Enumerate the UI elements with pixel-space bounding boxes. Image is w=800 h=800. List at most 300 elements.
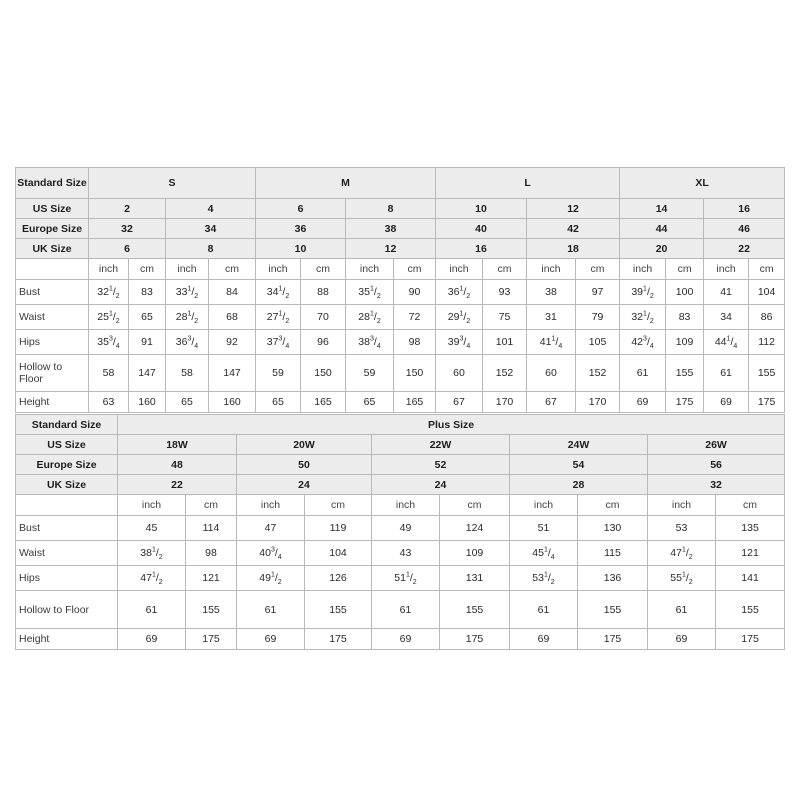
unit-row-blank [16,495,118,516]
standard-size-chart [15,167,785,413]
unit-cm-label: cm [129,259,166,280]
unit-inch-label: inch [237,495,305,516]
measurement-inch-cell: 58 [89,355,129,392]
measurement-inch-cell: $36^3/_4$ [166,330,209,355]
measurement-inch-cell: $45^1/_4$ [510,541,578,566]
fraction-denominator: 4 [550,554,555,562]
europe-size-row [16,219,785,239]
measurement-cm-cell: 135 [716,516,785,541]
measurement-cm-cell: 104 [749,280,785,305]
measurement-cm-cell: 121 [716,541,785,566]
fraction-numerator: 1 [543,571,548,579]
us-size-cell: 8 [346,199,436,219]
measurement-cm-cell: 121 [186,566,237,591]
measurement-inch-cell: $41^1/_4$ [527,330,576,355]
fraction-numerator: 1 [108,310,113,318]
measurement-row-hollow-to-floor [16,591,785,629]
measurement-cm-cell: 126 [305,566,372,591]
measurement-cm-cell: 155 [440,591,510,629]
fraction-denominator: 2 [466,293,471,301]
fraction-numerator: 1 [108,285,113,293]
measurement-inch-cell: 65 [166,392,209,413]
fraction-numerator: 1 [681,571,686,579]
us-size-label: US Size [16,199,89,219]
measurement-cm-cell: 175 [716,629,785,650]
fraction-denominator: 2 [466,318,471,326]
uk-size-cell: 18 [527,239,620,259]
fraction-numerator: 1 [643,310,647,318]
measurement-inch-cell: 61 [510,591,578,629]
measurement-inch-cell: 65 [346,392,394,413]
measurement-row-bust [16,280,785,305]
measurement-cm-cell: 124 [440,516,510,541]
us-size-cell: 22W [372,435,510,455]
measurement-inch-cell: $53^1/_2$ [510,566,578,591]
us-size-cell: 6 [256,199,346,219]
fraction-numerator: 1 [643,285,647,293]
uk-size-cell: 6 [89,239,166,259]
uk-size-cell: 22 [704,239,785,259]
unit-cm-label: cm [394,259,436,280]
plus-uk-size-row [16,475,785,495]
fraction-denominator: 4 [376,343,381,351]
fraction-numerator: 3 [459,335,464,343]
measurement-cm-cell: 101 [483,330,527,355]
europe-size-cell: 56 [648,455,785,475]
whole-number: 51 [394,572,406,584]
measurement-label: Waist [16,541,118,566]
measurement-inch-cell: $42^3/_4$ [620,330,666,355]
plus-standard-size-corner: Standard Size [16,415,118,435]
unit-cm-label: cm [209,259,256,280]
unit-cm-label: cm [749,259,785,280]
fraction-numerator: 1 [459,310,464,318]
whole-number: 47 [670,547,682,559]
fraction-numerator: 3 [278,335,283,343]
whole-number: 36 [447,286,460,298]
measurement-inch-cell: 69 [510,629,578,650]
measurement-cm-cell: 165 [301,392,346,413]
fraction-numerator: 1 [459,285,464,293]
measurement-label: Hollow to Floor [16,591,118,629]
measurement-cm-cell: 155 [749,355,785,392]
uk-size-cell: 24 [237,475,372,495]
uk-size-cell: 10 [256,239,346,259]
measurement-inch-cell: 34 [704,305,749,330]
measurement-cm-cell: 150 [301,355,346,392]
measurement-row-bust [16,516,785,541]
measurement-cm-cell: 170 [576,392,620,413]
measurement-inch-cell: 51 [510,516,578,541]
fraction-numerator: 1 [278,285,283,293]
measurement-cm-cell: 114 [186,516,237,541]
europe-size-cell: 42 [527,219,620,239]
whole-number: 53 [532,572,544,584]
measurement-inch-cell: $38^3/_4$ [346,330,394,355]
whole-number: 28 [358,311,370,323]
uk-size-cell: 22 [118,475,237,495]
fraction-numerator: 1 [278,310,283,318]
unit-cm-label: cm [301,259,346,280]
measurement-cm-cell: 68 [209,305,256,330]
uk-size-cell: 20 [620,239,704,259]
europe-size-cell: 34 [166,219,256,239]
measurement-inch-cell: $39^1/_2$ [620,280,666,305]
standard-size-corner: Standard Size [16,168,89,199]
europe-size-cell: 54 [510,455,648,475]
measurement-cm-cell: 109 [440,541,510,566]
whole-number: 39 [447,336,460,348]
fraction-denominator: 4 [194,343,199,351]
measurement-cm-cell: 141 [716,566,785,591]
fraction-numerator: 1 [151,571,156,579]
measurement-cm-cell: 112 [749,330,785,355]
measurement-cm-cell: 98 [394,330,436,355]
whole-number: 28 [175,311,188,323]
fraction-denominator: 4 [115,343,120,351]
measurement-cm-cell: 86 [749,305,785,330]
fraction-numerator: 1 [187,310,192,318]
unit-cm-label: cm [305,495,372,516]
measurement-cm-cell: 105 [576,330,620,355]
measurement-row-height [16,629,785,650]
whole-number: 55 [670,572,682,584]
unit-row [16,259,785,280]
uk-size-cell: 12 [346,239,436,259]
measurement-label: Waist [16,305,89,330]
measurement-cm-cell: 150 [394,355,436,392]
fraction-denominator: 2 [550,579,555,587]
measurement-inch-cell: $38^1/_2$ [118,541,186,566]
measurement-cm-cell: 160 [129,392,166,413]
unit-cm-label: cm [186,495,237,516]
unit-inch-label: inch [256,259,301,280]
measurement-cm-cell: 152 [576,355,620,392]
measurement-cm-cell: 119 [305,516,372,541]
measurement-inch-cell: 63 [89,392,129,413]
fraction-denominator: 4 [277,554,282,562]
whole-number: 27 [266,311,279,323]
fraction-denominator: 2 [285,293,290,301]
us-size-cell: 2 [89,199,166,219]
measurement-cm-cell: 175 [749,392,785,413]
fraction-denominator: 2 [277,579,282,587]
measurement-inch-cell: $49^1/_2$ [237,566,305,591]
measurement-cm-cell: 131 [440,566,510,591]
measurement-inch-cell: $35^3/_4$ [89,330,129,355]
us-size-row [16,199,785,219]
measurement-inch-cell: 41 [704,280,749,305]
europe-size-cell: 40 [436,219,527,239]
plus-us-size-row [16,435,785,455]
fraction-numerator: 1 [405,571,410,579]
measurement-cm-cell: 147 [209,355,256,392]
measurement-cm-cell: 84 [209,280,256,305]
fraction-denominator: 2 [412,579,417,587]
fraction-numerator: 1 [151,546,156,554]
us-size-cell: 10 [436,199,527,219]
unit-inch-label: inch [118,495,186,516]
fraction-numerator: 3 [187,335,192,343]
measurement-inch-cell: 61 [237,591,305,629]
unit-row [16,495,785,516]
measurement-cm-cell: 152 [483,355,527,392]
unit-inch-label: inch [436,259,483,280]
measurement-inch-cell: $32^1/_2$ [89,280,129,305]
measurement-inch-cell: $47^1/_2$ [648,541,716,566]
measurement-row-height [16,392,785,413]
measurement-label: Hollow to Floor [16,355,89,392]
measurement-cm-cell: 175 [666,392,704,413]
measurement-cm-cell: 65 [129,305,166,330]
unit-cm-label: cm [483,259,527,280]
measurement-inch-cell: 69 [237,629,305,650]
europe-size-cell: 44 [620,219,704,239]
fraction-denominator: 4 [558,343,563,351]
measurement-inch-cell: $28^1/_2$ [166,305,209,330]
measurement-inch-cell: $40^3/_4$ [237,541,305,566]
fraction-denominator: 2 [158,579,163,587]
measurement-inch-cell: $47^1/_2$ [118,566,186,591]
measurement-inch-cell: $27^1/_2$ [256,305,301,330]
measurement-cm-cell: 147 [129,355,166,392]
measurement-cm-cell: 175 [440,629,510,650]
whole-number: 33 [175,286,188,298]
unit-inch-label: inch [166,259,209,280]
fraction-numerator: 1 [726,335,731,343]
measurement-inch-cell: 61 [648,591,716,629]
fraction-numerator: 1 [270,571,275,579]
uk-size-cell: 8 [166,239,256,259]
europe-size-cell: 32 [89,219,166,239]
uk-size-label: UK Size [16,475,118,495]
measurement-inch-cell: 69 [118,629,186,650]
measurement-cm-cell: 104 [305,541,372,566]
us-size-cell: 18W [118,435,237,455]
measurement-row-waist [16,541,785,566]
whole-number: 41 [539,336,552,348]
measurement-inch-cell: 58 [166,355,209,392]
fraction-denominator: 2 [115,293,120,301]
size-group-plus: Plus Size [118,415,785,435]
measurement-inch-cell: 61 [118,591,186,629]
fraction-numerator: 1 [187,285,192,293]
measurement-inch-cell: 69 [620,392,666,413]
unit-inch-label: inch [704,259,749,280]
measurement-inch-cell: 59 [256,355,301,392]
europe-size-label: Europe Size [16,455,118,475]
measurement-inch-cell: 43 [372,541,440,566]
uk-size-cell: 24 [372,475,510,495]
whole-number: 25 [97,311,109,323]
fraction-denominator: 2 [285,318,290,326]
europe-size-cell: 52 [372,455,510,475]
measurement-inch-cell: 61 [620,355,666,392]
fraction-numerator: 1 [551,335,556,343]
unit-cm-label: cm [716,495,785,516]
measurement-row-hips [16,566,785,591]
fraction-denominator: 2 [115,318,120,326]
fraction-denominator: 2 [688,554,693,562]
whole-number: 29 [447,311,460,323]
measurement-inch-cell: $37^3/_4$ [256,330,301,355]
uk-size-label: UK Size [16,239,89,259]
europe-size-cell: 46 [704,219,785,239]
measurement-inch-cell: 67 [436,392,483,413]
measurement-cm-cell: 175 [305,629,372,650]
measurement-cm-cell: 115 [578,541,648,566]
whole-number: 36 [175,336,188,348]
europe-size-cell: 48 [118,455,237,475]
measurement-cm-cell: 90 [394,280,436,305]
whole-number: 39 [631,286,644,298]
size-group-l: L [436,168,620,199]
fraction-denominator: 4 [649,343,654,351]
us-size-cell: 26W [648,435,785,455]
whole-number: 32 [97,286,109,298]
size-group-m: M [256,168,436,199]
measurement-cm-cell: 96 [301,330,346,355]
measurement-cm-cell: 136 [578,566,648,591]
whole-number: 49 [259,572,271,584]
measurement-inch-cell: 61 [372,591,440,629]
measurement-label: Bust [16,280,89,305]
measurement-inch-cell: 69 [372,629,440,650]
measurement-cm-cell: 70 [301,305,346,330]
measurement-inch-cell: 65 [256,392,301,413]
whole-number: 35 [97,336,109,348]
uk-size-cell: 32 [648,475,785,495]
measurement-cm-cell: 93 [483,280,527,305]
measurement-cm-cell: 100 [666,280,704,305]
measurement-inch-cell: $36^1/_2$ [436,280,483,305]
measurement-inch-cell: 38 [527,280,576,305]
us-size-cell: 14 [620,199,704,219]
fraction-numerator: 3 [108,335,113,343]
whole-number: 44 [714,336,727,348]
measurement-row-hips [16,330,785,355]
measurement-inch-cell: $35^1/_2$ [346,280,394,305]
whole-number: 40 [259,547,271,559]
unit-row-blank [16,259,89,280]
measurement-cm-cell: 75 [483,305,527,330]
measurement-cm-cell: 97 [576,280,620,305]
measurement-inch-cell: 47 [237,516,305,541]
fraction-numerator: 1 [681,546,686,554]
size-group-s: S [89,168,256,199]
measurement-inch-cell: 60 [436,355,483,392]
fraction-numerator: 1 [369,310,374,318]
measurement-inch-cell: $32^1/_2$ [620,305,666,330]
measurement-inch-cell: $55^1/_2$ [648,566,716,591]
us-size-label: US Size [16,435,118,455]
measurement-inch-cell: 61 [704,355,749,392]
whole-number: 35 [358,286,370,298]
measurement-inch-cell: 45 [118,516,186,541]
measurement-cm-cell: 83 [666,305,704,330]
plus-europe-size-row [16,455,785,475]
measurement-cm-cell: 83 [129,280,166,305]
whole-number: 37 [266,336,279,348]
us-size-cell: 16 [704,199,785,219]
measurement-row-hollow-to-floor [16,355,785,392]
unit-cm-label: cm [440,495,510,516]
measurement-inch-cell: 67 [527,392,576,413]
us-size-cell: 24W [510,435,648,455]
measurement-cm-cell: 155 [666,355,704,392]
us-size-cell: 12 [527,199,620,219]
unit-inch-label: inch [346,259,394,280]
measurement-cm-cell: 98 [186,541,237,566]
whole-number: 38 [358,336,370,348]
measurement-inch-cell: $39^3/_4$ [436,330,483,355]
fraction-numerator: 1 [543,546,548,554]
unit-inch-label: inch [620,259,666,280]
fraction-denominator: 4 [285,343,290,351]
us-size-cell: 20W [237,435,372,455]
measurement-inch-cell: $51^1/_2$ [372,566,440,591]
unit-inch-label: inch [372,495,440,516]
measurement-cm-cell: 155 [186,591,237,629]
measurement-cm-cell: 175 [578,629,648,650]
measurement-inch-cell: 69 [704,392,749,413]
unit-inch-label: inch [648,495,716,516]
measurement-cm-cell: 155 [578,591,648,629]
uk-size-row [16,239,785,259]
measurement-inch-cell: 60 [527,355,576,392]
measurement-cm-cell: 72 [394,305,436,330]
measurement-cm-cell: 170 [483,392,527,413]
measurement-cm-cell: 175 [186,629,237,650]
measurement-inch-cell: $25^1/_2$ [89,305,129,330]
europe-size-cell: 50 [237,455,372,475]
fraction-numerator: 1 [369,285,374,293]
uk-size-cell: 28 [510,475,648,495]
size-group-xl: XL [620,168,785,199]
unit-cm-label: cm [666,259,704,280]
measurement-inch-cell: $28^1/_2$ [346,305,394,330]
measurement-inch-cell: 31 [527,305,576,330]
measurement-inch-cell: 49 [372,516,440,541]
measurement-inch-cell: 69 [648,629,716,650]
fraction-numerator: 3 [369,335,374,343]
unit-inch-label: inch [510,495,578,516]
measurement-label: Hips [16,330,89,355]
whole-number: 45 [532,547,544,559]
measurement-cm-cell: 165 [394,392,436,413]
whole-number: 34 [266,286,279,298]
unit-cm-label: cm [576,259,620,280]
whole-number: 42 [631,336,644,348]
measurement-label: Hips [16,566,118,591]
uk-size-cell: 16 [436,239,527,259]
fraction-denominator: 4 [466,343,471,351]
unit-inch-label: inch [527,259,576,280]
fraction-denominator: 4 [733,343,738,351]
fraction-denominator: 2 [376,293,381,301]
measurement-cm-cell: 155 [716,591,785,629]
measurement-inch-cell: $44^1/_4$ [704,330,749,355]
measurement-inch-cell: 59 [346,355,394,392]
measurement-cm-cell: 155 [305,591,372,629]
measurement-inch-cell: $33^1/_2$ [166,280,209,305]
measurement-cm-cell: 92 [209,330,256,355]
measurement-inch-cell: 53 [648,516,716,541]
fraction-numerator: 3 [270,546,275,554]
measurement-cm-cell: 88 [301,280,346,305]
europe-size-label: Europe Size [16,219,89,239]
measurement-cm-cell: 160 [209,392,256,413]
